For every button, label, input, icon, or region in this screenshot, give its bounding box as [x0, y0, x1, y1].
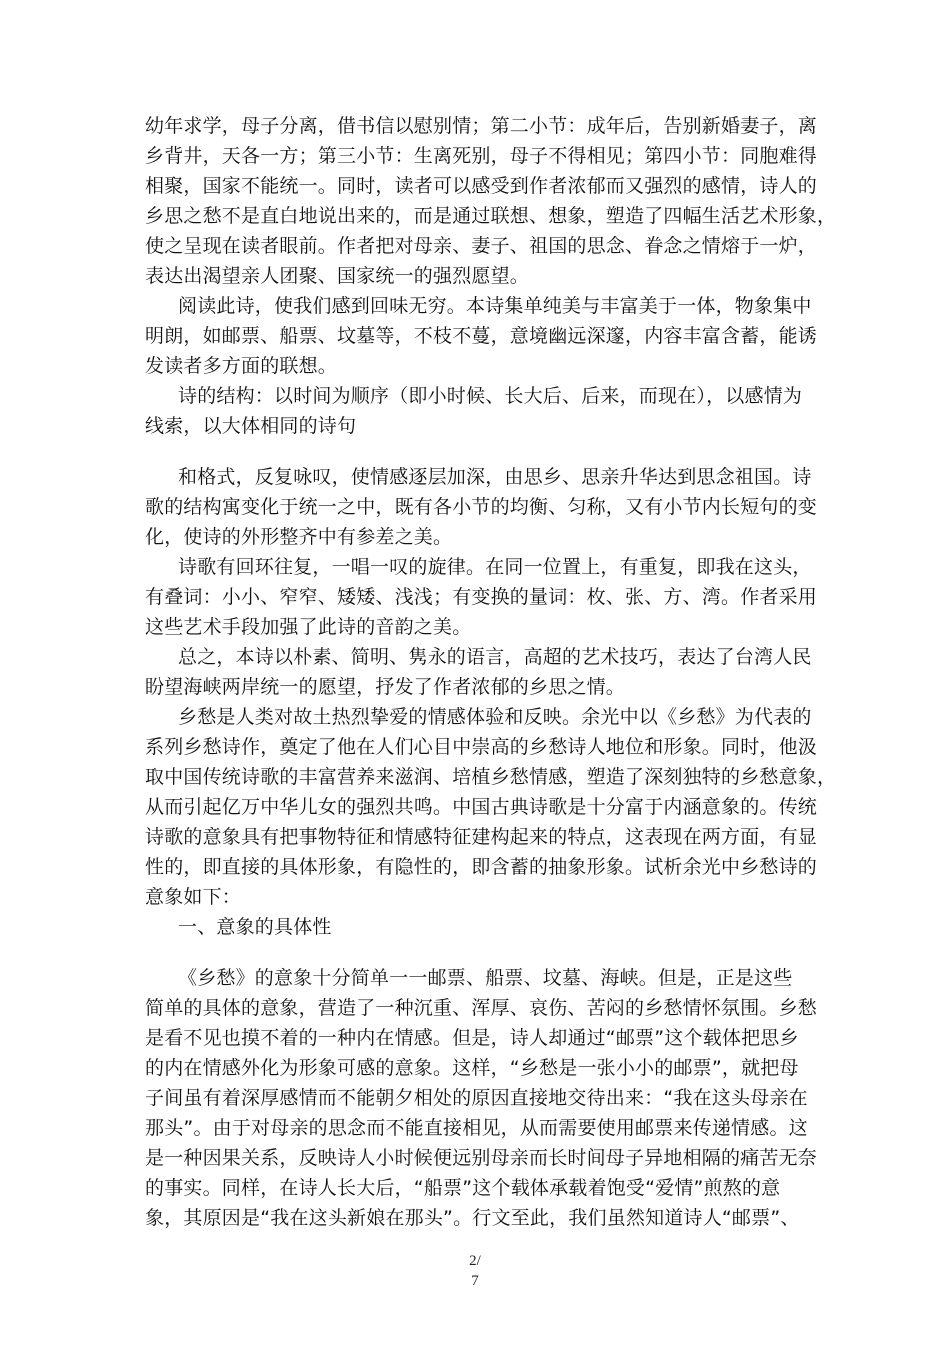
- text-line: 系列乡愁诗作，奠定了他在人们心目中崇高的乡愁诗人地位和形象。同时，他汲: [145, 736, 818, 758]
- paragraph-first-line: 诗歌有回环往复，一唱一叹的旋律。在同一位置上，有重复，即我在这头，: [178, 556, 812, 578]
- text-line: 是看不见也摸不着的一种内在情感。但是，诗人却通过“邮票”这个载体把思乡: [145, 1027, 799, 1049]
- paragraph-first-line: 和格式，反复咏叹，使情感逐层加深，由思乡、思亲升华达到思念祖国。诗: [178, 466, 812, 488]
- text-line: 象，其原因是“我在这头新娘在那头”。行文至此，我们虽然知道诗人“邮票”、: [145, 1207, 800, 1229]
- text-line: 化，使诗的外形整齐中有参差之美。: [145, 526, 453, 548]
- text-line: 的内在情感外化为形象可感的意象。这样，“乡愁是一张小小的邮票”，就把母: [145, 1057, 799, 1079]
- page-number: 2/: [469, 1253, 481, 1269]
- text-line: 简单的具体的意象，营造了一种沉重、浑厚、哀伤、苦闷的乡愁情怀氛围。乡愁: [145, 997, 818, 1019]
- text-line: 明朗，如邮票、船票、坟墓等，不枝不蔓，意境幽远深邃，内容丰富含蓄，能诱: [145, 325, 818, 347]
- text-line: 相聚，国家不能统一。同时，读者可以感受到作者浓郁而又强烈的感情，诗人的: [145, 175, 818, 197]
- text-line: 这些艺术手段加强了此诗的音韵之美。: [145, 616, 472, 638]
- text-line: 取中国传统诗歌的丰富营养来滋润、培植乡愁情感，塑造了深刻独特的乡愁意象，: [145, 766, 837, 788]
- paragraph-first-line: 阅读此诗，使我们感到回味无穷。本诗集单纯美与丰富美于一体，物象集中: [178, 295, 812, 317]
- text-line: 从而引起亿万中华儿女的强烈共鸣。中国古典诗歌是十分富于内涵意象的。传统: [145, 796, 818, 818]
- text-line: 发读者多方面的联想。: [145, 355, 338, 377]
- paragraph-first-line: 乡愁是人类对故土热烈挚爱的情感体验和反映。余光中以《乡愁》为代表的: [178, 706, 812, 728]
- text-line: 的事实。同样，在诗人长大后，“船票”这个载体承载着饱受“爱情”煎熬的意: [145, 1177, 781, 1199]
- page-total: 7: [471, 1273, 479, 1289]
- text-line: 有叠词：小小、窄窄、矮矮、浅浅；有变换的量词：枚、张、方、湾。作者采用: [145, 586, 818, 608]
- text-line: 表达出渴望亲人团聚、国家统一的强烈愿望。: [145, 265, 530, 287]
- text-line: 乡背井，天各一方；第三小节：生离死别，母子不得相见；第四小节：同胞难得: [145, 145, 818, 167]
- paragraph-first-line: 诗的结构：以时间为顺序（即小时候、长大后、后来，而现在），以感情为: [178, 385, 803, 407]
- text-line: 诗歌的意象具有把事物特征和情感特征建构起来的特点，这表现在两方面，有显: [145, 826, 818, 848]
- text-line: 幼年求学，母子分离，借书信以慰别情；第二小节：成年后，告别新婚妻子，离: [145, 115, 818, 137]
- text-line: 是一种因果关系，反映诗人小时候便远别母亲而长时间母子异地相隔的痛苦无奈: [145, 1147, 818, 1169]
- text-line: 歌的结构寓变化于统一之中，既有各小节的均衡、匀称，又有小节内长短句的变: [145, 496, 818, 518]
- text-line: 乡思之愁不是直白地说出来的，而是通过联想、想象，塑造了四幅生活艺术形象，: [145, 205, 837, 227]
- text-line: 意象如下：: [145, 886, 242, 908]
- text-line: 性的，即直接的具体形象，有隐性的，即含蓄的抽象形象。试析余光中乡愁诗的: [145, 856, 818, 878]
- text-line: 子间虽有着深厚感情而不能朝夕相处的原因直接地交待出来：“我在这头母亲在: [145, 1087, 808, 1109]
- text-line: 盼望海峡两岸统一的愿望，抒发了作者浓郁的乡思之情。: [145, 676, 626, 698]
- text-line: 那头”。由于对母亲的思念而不能直接相见，从而需要使用邮票来传递情感。这: [145, 1117, 808, 1139]
- paragraph-first-line: 总之，本诗以朴素、简明、隽永的语言，高超的艺术技巧，表达了台湾人民: [178, 646, 812, 668]
- text-line: 线索，以大体相同的诗句: [145, 415, 357, 437]
- section-heading: 一、意象的具体性: [178, 916, 332, 938]
- text-line: 使之呈现在读者眼前。作者把对母亲、妻子、祖国的思念、眷念之情熔于一炉，: [145, 235, 818, 257]
- paragraph-first-line: 《乡愁》的意象十分简单一一邮票、船票、坟墓、海峡。但是，正是这些: [178, 967, 793, 989]
